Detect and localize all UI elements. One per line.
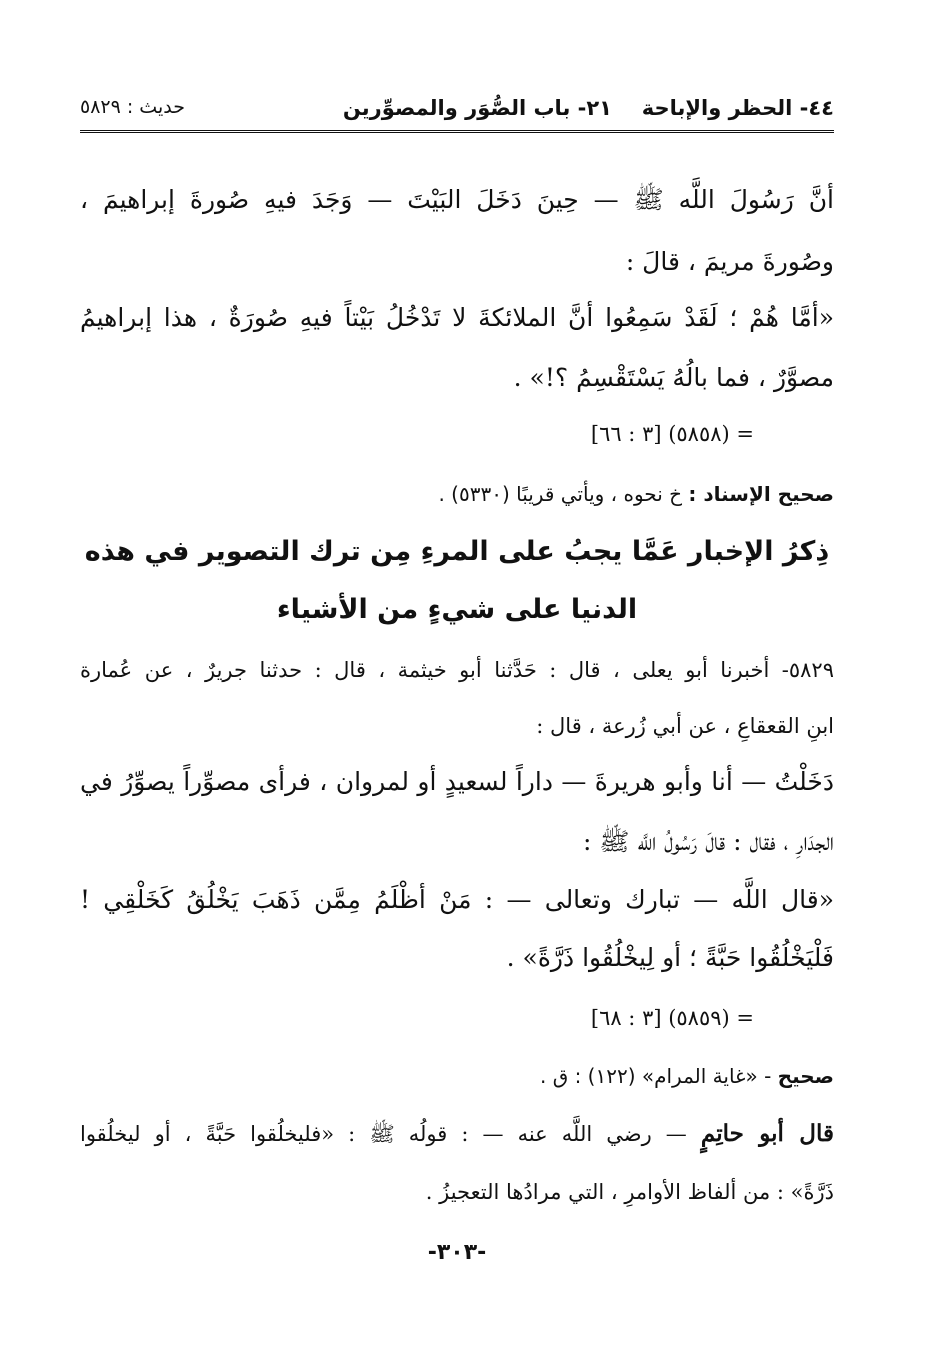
hadith-5828-line-2: وصُورةَ مريمَ ، قالَ :	[625, 247, 834, 276]
hadith-5829-matn-line-1: دَخَلْتُ — أنا وأبو هريرةَ — داراً لسعيدٍ أو لمروان ، فرأى مصوِّراً يصوِّرُ في	[80, 767, 834, 796]
grade-label: صحيح	[777, 1064, 834, 1088]
page-number: -٣٠٣-	[427, 1240, 487, 1265]
hadith-5829-isnad-line-2: ابنِ القعقاعِ ، عن أبي زُرعة ، قال :	[536, 714, 834, 738]
running-header	[80, 90, 834, 130]
hadith-5829-reference: = (٥٨٥٩) [٣ : ٦٨]	[590, 1006, 754, 1030]
commentary-line-2: ذَرَّةً» : من ألفاظ الأوامرِ ، التي مرادُها التعجيزُ .	[425, 1180, 834, 1204]
grade-text: - «غاية المرام» (١٢٢) : ق .	[539, 1064, 772, 1088]
commentary-line-1	[80, 1114, 834, 1154]
hadith-5828-grade	[80, 474, 834, 514]
hadith-5829-grade	[80, 1056, 834, 1096]
commentary-author: قال أبو حاتِمٍ	[700, 1120, 835, 1147]
hadith-number-ref: حديث : ٥٨٢٩	[80, 96, 185, 118]
commentary-text: — رضي اللَّه عنه — : قولُه ﷺ : «فليخلُقوا حَبَّةً ، أو ليخلُقوا	[80, 1122, 687, 1146]
hadith-5829-matn-line-2: الجدَارِ ، فقال : قالَ رَسُولُ اللَّه ﷺ :	[582, 827, 834, 856]
hadith-5829-matn-line-4: فَلْيَخْلُقُوا حَبَّةً ؛ أو لِيخْلُقُوا ذَرَّةً» .	[506, 943, 834, 972]
hadith-5828-reference: = (٥٨٥٨) [٣ : ٦٦]	[590, 422, 754, 446]
grade-label: صحيح الإسناد :	[688, 482, 834, 506]
hadith-5828-line-1: أنَّ رَسُولَ اللَّه ﷺ — حِينَ دَخَلَ البَيْتَ — وَجَدَ فيهِ صُورةَ إبراهيمَ ،	[80, 185, 834, 214]
hadith-5829-isnad-line-1: ٥٨٢٩- أخبرنا أبو يعلى ، قال : حَدَّثنا أبو خيثمة ، قال : حدثنا جريرٌ ، عن عُمارة	[80, 658, 834, 682]
chapter-title: ٢١- باب الصُّوَر والمصوِّرين	[342, 96, 612, 120]
header-divider	[80, 130, 834, 133]
section-heading-line-1: ذِكرُ الإخبار عَمَّا يجبُ على المرءِ مِن ترك التصوير في هذه	[84, 536, 830, 567]
section-heading-line-2: الدنيا على شيءٍ من الأشياء	[276, 594, 638, 625]
hadith-5828-line-3: «أمَّا هُمْ ؛ لَقَدْ سَمِعُوا أنَّ الملائكةَ لا تَدْخُلُ بَيْتاً فيهِ صُورَةٌ ، هذا إبراهيمُ	[80, 303, 834, 332]
grade-text: خ نحوه ، ويأتي قريبًا (٥٣٣٠) .	[438, 482, 683, 506]
book-title: ٤٤- الحظر والإباحة	[641, 96, 834, 120]
hadith-5828-line-4: مصوَّرٌ ، فما بالُهُ يَسْتَقْسِمُ ؟!» .	[513, 363, 834, 392]
hadith-5829-matn-line-3: «قال اللَّه — تبارك وتعالى — : مَنْ أظْلَمُ مِمَّن ذَهَبَ يَخْلُقُ كَخَلْقِي !	[80, 885, 834, 914]
book-page	[80, 0, 834, 1368]
